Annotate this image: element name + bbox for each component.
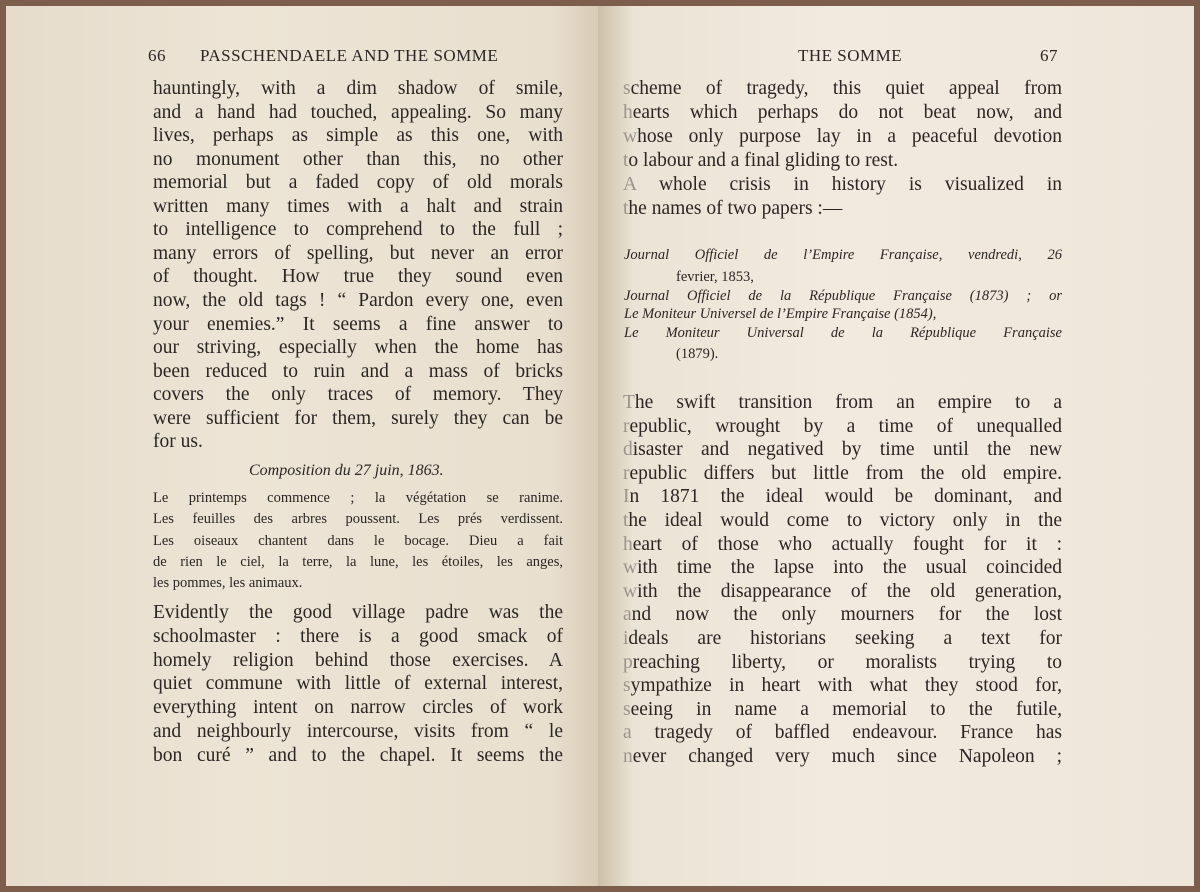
text-line: A whole crisis in history is visualized in [623,174,1062,195]
text-line: quiet commune with little of external interest, [153,673,563,695]
text-line: a tragedy of baffled endeavour. France has [623,722,1062,744]
text-line: de rien le ciel, la terre, la lune, les étoiles, les anges, [153,553,563,570]
text-line: seeing in name a memorial to the futile, [623,698,1062,720]
text-line: schoolmaster : there is a good smack of [153,625,563,647]
text-line: sympathize in heart with what they stood for, [623,675,1062,697]
text-line: to labour and a final gliding to rest. [623,150,899,171]
text-line: everything intent on narrow circles of work [153,697,563,719]
text-line: hearts which perhaps do not beat now, and [623,102,1062,123]
text-line: were sufficient for them, surely they can be [153,407,563,429]
text-line: hauntingly, with a dim shadow of smile, [153,78,563,99]
page-number: 66 [148,46,166,65]
text-line: lives, perhaps as simple as this one, with [153,125,563,147]
citation-line: (1879). [676,346,719,362]
text-line: with the disappearance of the old generation, [623,580,1062,602]
text-line: preaching liberty, or moralists trying to [623,651,1062,673]
text-line: heart of those who actually fought for it : [623,533,1062,555]
text-line: written many times with a halt and strain [153,195,563,217]
text-line: and now the only mourners for the lost [623,604,1062,626]
text-line: the names of two papers :— [623,198,843,219]
text-line: many errors of spelling, but never an error [153,242,563,264]
text-line: republic differs but little from the old empire. [623,462,1062,484]
citation-line: Journal Officiel de la République Française (1873) ; or [624,288,1062,304]
text-line: The swift transition from an empire to a [623,392,1062,413]
text-line: the ideal would come to victory only in the [623,510,1062,531]
running-head: PASSCHENDAELE AND THE SOMME [200,46,499,65]
text-line: Les feuilles des arbres poussent. Les prés verdissent. [153,511,563,528]
text-line: Evidently the good village padre was the [153,602,563,623]
text-line: homely religion behind those exercises. A [153,649,563,671]
text-line: to intelligence to comprehend to the full ; [153,219,563,241]
text-line: for us. [153,431,203,453]
text-line: les pommes, les animaux. [153,575,303,592]
text-line: Les oiseaux chantent dans le bocage. Dieu a fait [153,532,563,549]
text-line: our striving, especially when the home has [153,337,563,359]
citation-line: Le Moniteur Universel de l’Empire Française (1854), [624,306,937,322]
text-line: covers the only traces of memory. They [153,384,563,406]
text-line: Le printemps commence ; la végétation se ranime. [153,490,563,506]
text-line: now, the old tags ! “ Pardon every one, even [153,289,563,311]
text-line: no monument other than this, no other [153,148,563,170]
text-line: of thought. How true they sound even [153,266,563,288]
text-line: ideals are historians seeking a text for [623,628,1062,649]
text-line: disaster and negatived by time until the new [623,439,1062,461]
text-line: memorial but a faded copy of old morals [153,172,563,194]
left-page [6,6,598,886]
citation-line: Le Moniteur Universal de la République Française [624,325,1062,341]
citation-line: fevrier, 1853, [676,269,754,285]
text-line: In 1871 the ideal would be dominant, and [623,486,1062,508]
text-line: been reduced to ruin and a mass of bricks [153,360,563,382]
text-line: whose only purpose lay in a peaceful devotion [623,126,1062,147]
page-number: 67 [1040,46,1058,65]
text-line: and a hand had touched, appealing. So many [153,101,563,123]
right-page [598,6,1194,886]
text-line: bon curé ” and to the chapel. It seems the [153,744,563,766]
text-line: scheme of tragedy, this quiet appeal from [623,78,1062,99]
running-head: THE SOMME [798,46,903,65]
caption: Composition du 27 juin, 1863. [249,462,444,479]
text-line: republic, wrought by a time of unequalled [623,415,1062,437]
text-line: with time the lapse into the usual coincided [623,557,1062,579]
citation-line: Journal Officiel de l’Empire Française, vendredi, 26 [624,247,1062,263]
text-line: never changed very much since Napoleon ; [623,746,1062,767]
text-line: your enemies.” It seems a fine answer to [153,313,563,335]
text-line: and neighbourly intercourse, visits from “ le [153,721,563,742]
